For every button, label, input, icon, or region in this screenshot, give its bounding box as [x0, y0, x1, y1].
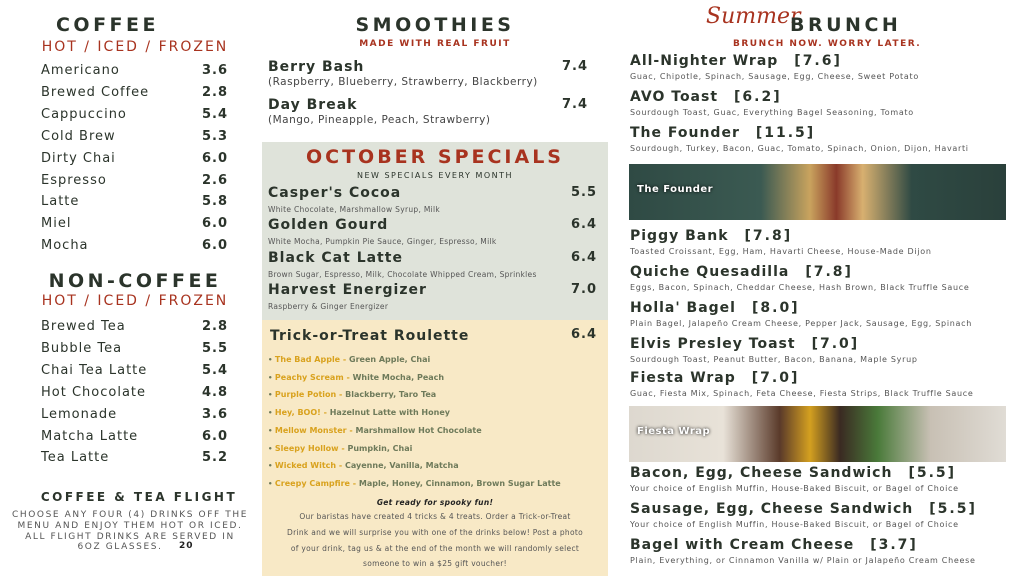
- brunch-item-description: Your choice of English Muffin, House-Baked Biscuit, or Bagel of Choice: [630, 484, 959, 493]
- roulette-drink: [268, 444, 412, 453]
- special-name: Black Cat Latte: [268, 249, 403, 266]
- bullet-icon: •: [268, 373, 275, 382]
- specials-subtitle: NEW SPECIALS EVERY MONTH: [356, 171, 514, 180]
- brunch-item-name: The Founder: [630, 125, 740, 141]
- coffee-title: COFFEE: [55, 14, 159, 36]
- brunch-item: [630, 300, 800, 316]
- brunch-item-name: AVO Toast: [630, 89, 719, 105]
- special-price: 6.4: [571, 217, 598, 233]
- special-price: 5.5: [571, 185, 598, 200]
- roulette-drink: [268, 461, 459, 470]
- drink-name: Mellow Monster -: [274, 425, 353, 435]
- brunch-item-name: Bacon, Egg, Cheese Sandwich: [630, 465, 893, 481]
- drink-name: Creepy Campfire -: [274, 478, 357, 488]
- brunch-item-description: Sourdough, Turkey, Bacon, Guac, Tomato, Spinach, Onion, Dijon, Havarti: [630, 144, 969, 153]
- brunch-item-description: Sourdough Toast, Guac, Everything Bagel Seasoning, Tomato: [630, 108, 914, 117]
- roulette-text-line: someone to win a $25 gift voucher!: [363, 559, 507, 569]
- menu-item-name: Brewed Coffee: [41, 84, 150, 100]
- photo-label: The Founder: [637, 184, 714, 195]
- drink-name: Wicked Witch -: [274, 461, 343, 471]
- bullet-icon: •: [268, 479, 275, 488]
- smoothie-name: Day Break: [268, 97, 358, 113]
- drink-name: Sleepy Hollow -: [274, 443, 345, 453]
- brunch-item: [630, 89, 782, 105]
- brunch-item-price: [7.8]: [744, 228, 793, 244]
- brunch-item-price: [7.8]: [805, 264, 853, 280]
- roulette-drink: [268, 390, 436, 399]
- brunch-item-description: Guac, Chipotle, Spinach, Sausage, Egg, Cheese, Sweet Potato: [630, 72, 919, 81]
- drink-ingredients: Green Apple, Chai: [349, 355, 431, 364]
- brunch-item-name: Elvis Presley Toast: [630, 336, 796, 352]
- menu-item-name: Lemonade: [41, 406, 118, 422]
- drink-name: Peachy Scream -: [274, 372, 350, 382]
- menu-item-price: 5.3: [202, 128, 229, 144]
- brunch-item: [630, 264, 853, 280]
- brunch-item-price: [8.0]: [751, 300, 800, 316]
- bullet-icon: •: [268, 444, 275, 453]
- bullet-icon: •: [268, 426, 275, 435]
- menu-item-name: Dirty Chai: [41, 150, 116, 166]
- special-description: Brown Sugar, Espresso, Milk, Chocolate Whipped Cream, Sprinkles: [268, 269, 537, 279]
- brunch-item: [630, 53, 842, 69]
- special-name: Harvest Energizer: [268, 281, 427, 298]
- roulette-title: Trick-or-Treat Roulette: [270, 328, 470, 344]
- brunch-item-price: [7.0]: [751, 370, 800, 386]
- photo-label: Fiesta Wrap: [637, 426, 711, 437]
- brunch-item: [630, 125, 815, 141]
- menu-item-name: Mocha: [41, 238, 89, 254]
- menu-item-price: 5.5: [202, 340, 229, 356]
- non-coffee-subtitle: HOT / ICED / FROZEN: [41, 293, 229, 309]
- brunch-item-price: [6.2]: [734, 89, 782, 105]
- drink-ingredients: Blackberry, Taro Tea: [345, 390, 437, 400]
- brunch-item: [630, 336, 859, 352]
- drink-ingredients: White Mocha, Peach: [352, 372, 445, 382]
- brunch-item-name: Bagel with Cream Cheese: [630, 537, 855, 553]
- brunch-item: [630, 537, 918, 553]
- menu-item-name: Cappuccino: [41, 106, 127, 122]
- menu-item-name: Americano: [41, 63, 120, 78]
- menu-item-price: 5.4: [202, 362, 229, 378]
- drink-name: The Bad Apple -: [274, 355, 347, 364]
- flight-price: 20: [179, 541, 194, 551]
- special-description: White Mocha, Pumpkin Pie Sauce, Ginger, Espresso, Milk: [268, 237, 497, 247]
- roulette-headline: Get ready for spooky fun!: [376, 498, 494, 507]
- menu-item-price: 5.8: [202, 194, 229, 210]
- roulette-drink: [268, 408, 450, 417]
- roulette-text-line: Drink and we will surprise you with one of the drinks below! Post a photo: [287, 527, 583, 537]
- flight-text-line: MENU AND ENJOY THEM HOT OR ICED.: [17, 520, 243, 531]
- special-description: White Chocolate, Marshmallow Syrup, Milk: [268, 205, 441, 214]
- special-name: Golden Gourd: [268, 217, 389, 234]
- drink-name: Hey, BOO! -: [274, 408, 327, 418]
- brunch-item-description: Eggs, Bacon, Spinach, Cheddar Cheese, Hash Brown, Black Truffle Sauce: [630, 283, 970, 292]
- brunch-item-description: Guac, Fiesta Mix, Spinach, Feta Cheese, Fiesta Strips, Black Truffle Sauce: [630, 389, 974, 398]
- special-price: 6.4: [571, 249, 598, 265]
- smoothie-description: (Mango, Pineapple, Peach, Strawberry): [268, 114, 491, 126]
- menu-item-price: 6.0: [202, 150, 229, 166]
- menu-item-price: 4.8: [202, 384, 229, 400]
- roulette-text-line: Our baristas have created 4 tricks & 4 treats. Order a Trick-or-Treat: [299, 512, 571, 521]
- smoothies-subtitle: MADE WITH REAL FRUIT: [359, 39, 511, 49]
- brunch-title: BRUNCH: [790, 14, 902, 36]
- menu-item-name: Chai Tea Latte: [41, 362, 148, 378]
- flight-text-line: ALL FLIGHT DRINKS ARE SERVED IN: [25, 531, 235, 542]
- bullet-icon: •: [268, 462, 275, 471]
- brunch-item-description: Plain, Everything, or Cinnamon Vanilla w/ Plain or Jalapeño Cream Cheese: [630, 556, 976, 565]
- brunch-item-price: [3.7]: [870, 537, 918, 553]
- brunch-item-name: All-Nighter Wrap: [630, 53, 779, 69]
- menu-item-name: Latte: [41, 194, 80, 210]
- smoothie-description: (Raspberry, Blueberry, Strawberry, Blackberry): [268, 76, 538, 88]
- roulette-drink: [268, 426, 482, 435]
- menu-item-name: Tea Latte: [41, 450, 110, 466]
- smoothies-title: SMOOTHIES: [355, 14, 515, 36]
- smoothie-price: 7.4: [562, 59, 589, 74]
- drink-ingredients: Pumpkin, Chai: [347, 443, 413, 453]
- roulette-drink: [268, 355, 430, 364]
- non-coffee-title: NON-COFFEE: [48, 270, 222, 292]
- brunch-item-price: [5.5]: [929, 501, 977, 517]
- menu-item-price: 6.0: [202, 238, 229, 254]
- brunch-item-name: Quiche Quesadilla: [630, 264, 790, 280]
- brunch-item: [630, 228, 792, 244]
- special-name: Casper's Cocoa: [268, 185, 402, 201]
- flight-title: COFFEE & TEA FLIGHT: [40, 490, 238, 504]
- menu-item-name: Cold Brew: [41, 128, 116, 144]
- menu-item-name: Miel: [41, 216, 72, 232]
- menu-item-name: Espresso: [41, 172, 107, 188]
- menu-item-price: 5.2: [202, 450, 229, 466]
- menu-item-price: 2.8: [202, 319, 229, 334]
- menu-item-price: 5.4: [202, 106, 229, 122]
- drink-ingredients: Maple, Honey, Cinnamon, Brown Sugar Latte: [358, 478, 561, 488]
- brunch-item-price: [11.5]: [755, 125, 816, 141]
- bullet-icon: •: [268, 409, 275, 418]
- menu-item-price: 3.6: [202, 63, 229, 78]
- bullet-icon: •: [268, 391, 275, 400]
- brunch-item-description: Toasted Croissant, Egg, Ham, Havarti Cheese, House-Made Dijon: [630, 247, 932, 256]
- drink-ingredients: Marshmallow Hot Chocolate: [355, 425, 482, 435]
- roulette-text-line: of your drink, tag us & at the end of the month we will randomly select: [290, 543, 580, 553]
- flight-text-line: 6OZ GLASSES.: [77, 542, 163, 553]
- brunch-item-price: [7.0]: [811, 336, 860, 352]
- menu-item-price: 6.0: [202, 428, 229, 444]
- coffee-subtitle: HOT / ICED / FROZEN: [41, 39, 229, 55]
- brunch-item: [630, 370, 799, 386]
- roulette-drink: [268, 479, 561, 488]
- the-founder-photo: [629, 164, 1006, 220]
- brunch-tagline: BRUNCH NOW. WORRY LATER.: [733, 39, 922, 49]
- special-description: Raspberry & Ginger Energizer: [268, 301, 389, 311]
- menu-item-name: Hot Chocolate: [41, 384, 147, 400]
- brunch-item-name: Fiesta Wrap: [630, 370, 736, 386]
- menu-item-price: 2.8: [202, 84, 229, 100]
- fiesta-wrap-photo: [629, 406, 1006, 462]
- brunch-item-price: [7.6]: [794, 53, 842, 69]
- brunch-script-title: Summer: [706, 4, 801, 29]
- drink-ingredients: Hazelnut Latte with Honey: [329, 408, 450, 418]
- flight-text-line: CHOOSE ANY FOUR (4) DRINKS OFF THE: [12, 510, 248, 520]
- brunch-item-description: Your choice of English Muffin, House-Baked Biscuit, or Bagel of Choice: [630, 520, 959, 529]
- brunch-item-name: Sausage, Egg, Cheese Sandwich: [630, 501, 914, 517]
- brunch-item-name: Holla' Bagel: [630, 300, 736, 316]
- menu-item-price: 2.6: [202, 172, 229, 188]
- drink-name: Purple Potion -: [274, 390, 343, 400]
- menu-item-name: Bubble Tea: [41, 340, 123, 356]
- roulette-drink: [268, 373, 444, 382]
- bullet-icon: •: [268, 356, 275, 364]
- specials-title: OCTOBER SPECIALS: [305, 146, 564, 168]
- menu-item-name: Brewed Tea: [41, 319, 126, 334]
- brunch-item-description: Plain Bagel, Jalapeño Cream Cheese, Pepper Jack, Sausage, Egg, Spinach: [630, 319, 972, 328]
- smoothie-name: Berry Bash: [268, 59, 365, 75]
- special-price: 7.0: [571, 281, 598, 297]
- drink-ingredients: Cayenne, Vanilla, Matcha: [345, 461, 459, 471]
- brunch-item: [630, 501, 977, 517]
- brunch-item-price: [5.5]: [908, 465, 957, 481]
- roulette-price: 6.4: [571, 327, 598, 342]
- brunch-item-description: Sourdough Toast, Peanut Butter, Bacon, Banana, Maple Syrup: [630, 355, 918, 364]
- menu-item-price: 3.6: [202, 406, 229, 422]
- brunch-item-name: Piggy Bank: [630, 228, 729, 244]
- menu-item-price: 6.0: [202, 216, 229, 232]
- smoothie-price: 7.4: [562, 97, 589, 112]
- menu-item-name: Matcha Latte: [41, 428, 139, 444]
- brunch-item: [630, 465, 956, 481]
